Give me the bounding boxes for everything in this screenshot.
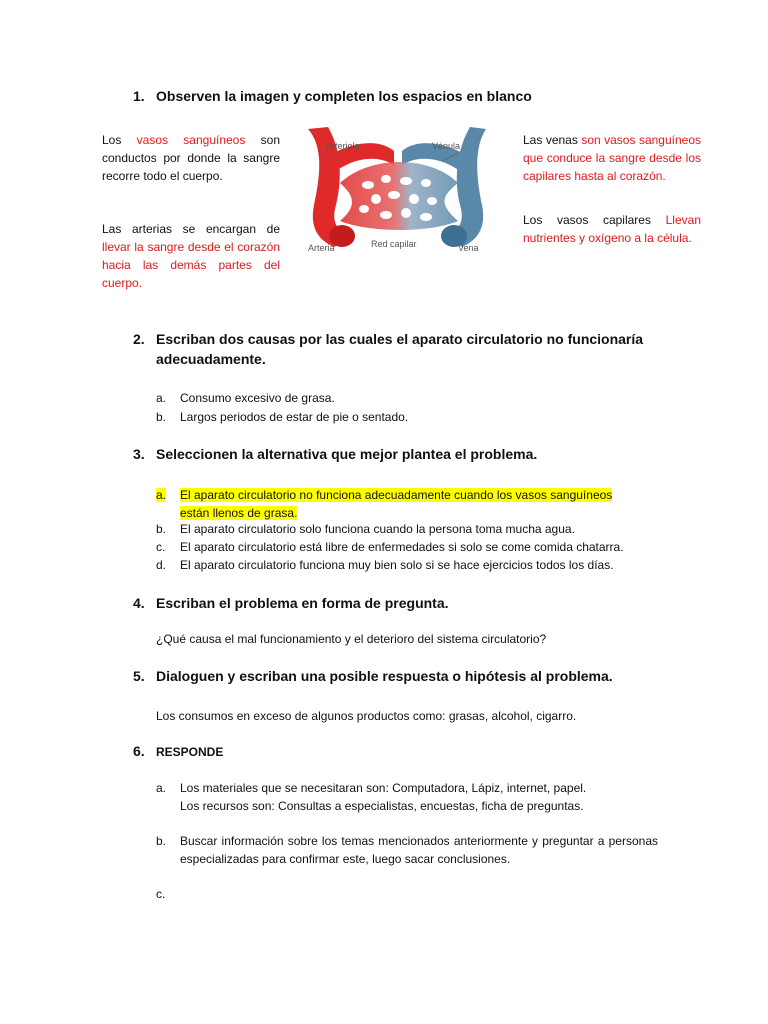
q3-number: 3. bbox=[133, 446, 145, 462]
q2-item-b-text: Largos periodos de estar de pie o sentado. bbox=[180, 410, 409, 424]
q2-item-a-letter: a. bbox=[156, 391, 167, 405]
q4-number: 4. bbox=[133, 595, 145, 611]
q3-item-d-letter: d. bbox=[156, 558, 167, 572]
label-vena: Vena bbox=[458, 243, 479, 253]
q1-right-top-red: son vasos sanguíneos que conduce la sangre desde los capilares hasta al corazón. bbox=[523, 133, 701, 183]
q3-item-a-line2: están llenos de grasa. bbox=[180, 506, 298, 520]
q1-right-bottom-text bbox=[523, 211, 701, 247]
q1-right-bottom-red: Llevan nutrientes y oxígeno a la célula. bbox=[523, 213, 701, 245]
q2-item-b-letter: b. bbox=[156, 410, 167, 424]
q1-left-top-pre: Los bbox=[102, 133, 137, 147]
label-arteriola: Arteriola bbox=[326, 141, 360, 151]
q1-right-top-pre: Las venas bbox=[523, 133, 582, 147]
q1-left-bottom-pre: Las arterias se encargan de bbox=[102, 222, 280, 236]
q5-number: 5. bbox=[133, 668, 145, 684]
q2-number: 2. bbox=[133, 331, 145, 347]
q3-item-b-text: El aparato circulatorio solo funciona cuando la persona toma mucha agua. bbox=[180, 522, 575, 536]
q4-answer: ¿Qué causa el mal funcionamiento y el deterioro del sistema circulatorio? bbox=[156, 632, 547, 646]
q3-item-a-line1: El aparato circulatorio no funciona adecuadamente cuando los vasos sanguíneos bbox=[180, 488, 613, 502]
label-red-capilar: Red capilar bbox=[371, 239, 417, 249]
q6-item-a-line1: Los materiales que se necesitaran son: Computadora, Lápiz, internet, papel. bbox=[180, 781, 587, 795]
q1-left-bottom-red: llevar la sangre desde el corazón hacia las demás partes del cuerpo. bbox=[102, 240, 280, 290]
q6-item-c-letter: c. bbox=[156, 887, 166, 901]
q3-item-c-letter: c. bbox=[156, 540, 166, 554]
q3-item-a-letter: a. bbox=[156, 488, 167, 502]
q3-item-a-text bbox=[180, 486, 612, 522]
q3-item-c-text: El aparato circulatorio está libre de enfermedades si solo se come comida chatarra. bbox=[180, 540, 624, 554]
q1-right-bottom-pre: Los vasos capilares bbox=[523, 213, 666, 227]
q2-item-a-text: Consumo excesivo de grasa. bbox=[180, 391, 335, 405]
q1-left-top-text bbox=[102, 131, 280, 185]
q6-number: 6. bbox=[133, 743, 145, 759]
label-arteria: Arteria bbox=[308, 243, 335, 253]
q6-item-b-letter: b. bbox=[156, 834, 167, 848]
q2-title: Escriban dos causas por las cuales el aparato circulatorio no funcionaría adecuadamente. bbox=[156, 331, 644, 367]
q5-title: Dialoguen y escriban una posible respuesta o hipótesis al problema. bbox=[156, 668, 613, 684]
capillary-network-diagram bbox=[290, 125, 508, 260]
q5-answer: Los consumos en exceso de algunos productos como: grasas, alcohol, cigarro. bbox=[156, 709, 577, 723]
q3-item-d-text: El aparato circulatorio funciona muy bien solo si se hace ejercicios todos los días. bbox=[180, 558, 614, 572]
q3-title: Seleccionen la alternativa que mejor plantea el problema. bbox=[156, 446, 538, 462]
q6-title: RESPONDE bbox=[156, 745, 224, 759]
q1-number: 1. bbox=[133, 88, 145, 104]
q1-title: Observen la imagen y completen los espacios en blanco bbox=[156, 88, 532, 104]
q1-left-top-post: son conductos por donde la sangre recorre todo el cuerpo. bbox=[102, 133, 281, 183]
q1-left-top-red: vasos sanguíneos bbox=[136, 133, 246, 147]
q1-right-top-text bbox=[523, 131, 701, 185]
label-venula: Vénula bbox=[432, 141, 461, 151]
q1-left-bottom-text bbox=[102, 220, 280, 292]
q6-item-a-letter: a. bbox=[156, 781, 167, 795]
q6-item-a-line2: Los recursos son: Consultas a especialistas, encuestas, ficha de preguntas. bbox=[180, 799, 584, 813]
q4-title: Escriban el problema en forma de pregunta. bbox=[156, 595, 449, 611]
q3-item-b-letter: b. bbox=[156, 522, 167, 536]
q6-item-b-text: Buscar información sobre los temas mencionados anteriormente y preguntar a personas especializadas para confirmar este, luego sacar conclusiones. bbox=[180, 834, 658, 866]
